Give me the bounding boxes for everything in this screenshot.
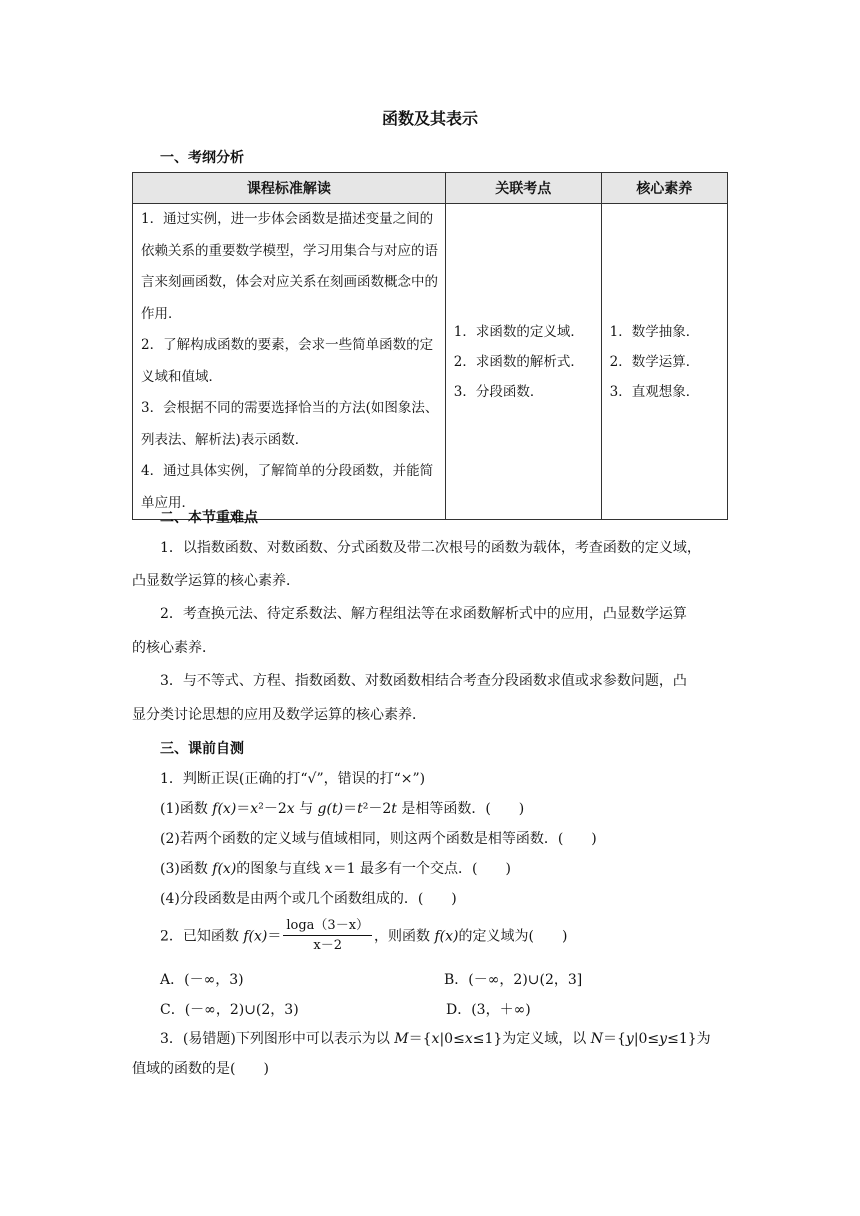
text: 3．(易错题)下列图形中可以表示为以: [160, 1031, 395, 1047]
section-heading-key-points: 二、本节重难点: [160, 510, 258, 526]
key-point-line: 显分类讨论思想的应用及数学运算的核心素养．: [132, 707, 426, 723]
list-item: 3．直观想象．: [609, 383, 700, 400]
math: f(x): [243, 928, 268, 945]
text: ≤1}为定义域，以: [472, 1031, 591, 1047]
question-1-item-3: [160, 858, 511, 878]
fraction: [283, 917, 372, 956]
text: ＝: [343, 801, 358, 817]
math: t: [391, 801, 397, 817]
list-item: 1．求函数的定义域．: [453, 323, 584, 340]
list-item: 3．分段函数．: [453, 383, 544, 400]
text: ≤1}为: [667, 1031, 711, 1047]
list-item: 1．通过实例，进一步体会函数是描述变量之间的依赖关系的重要数学模型，学习用集合与对应的语言来刻画函数，体会对应关系在刻画函数概念中的作用．: [141, 211, 438, 322]
math: x: [250, 801, 259, 817]
question-1-item-1: [160, 798, 524, 818]
text: |0≤: [439, 1031, 465, 1047]
text: 是相等函数．( ): [396, 801, 525, 817]
text: (1)函数: [160, 801, 213, 817]
fraction-denominator: x－2: [313, 938, 343, 953]
text: ＝{: [602, 1031, 626, 1047]
table-cell-literacy: [601, 204, 727, 520]
page-title: 函数及其表示: [381, 109, 478, 128]
table-cell-topics: [445, 204, 601, 520]
math: y: [659, 1031, 668, 1047]
question-3-stem: [160, 1028, 711, 1048]
table-header: 核心素养: [601, 173, 727, 204]
text: ＝: [267, 928, 282, 945]
list-item: 1．数学抽象．: [609, 323, 700, 340]
fraction-numerator: loga（3－x）: [283, 917, 372, 936]
table-row: [133, 204, 728, 520]
math: x: [431, 1031, 440, 1047]
key-point-line: 2．考查换元法、待定系数法、解方程组法等在求函数解析式中的应用，凸显数学运算: [160, 606, 687, 622]
math: y: [625, 1031, 634, 1047]
table-cell-standards: [133, 204, 446, 520]
section-heading-outline: 一、考纲分析: [160, 150, 244, 166]
text: ²－2: [258, 801, 287, 817]
list-item: 2．了解构成函数的要素，会求一些简单函数的定义域和值域．: [141, 337, 434, 385]
question-1-stem: 1．判断正误(正确的打“√”，错误的打“×”): [160, 771, 426, 787]
text: 的图象与直线: [236, 861, 325, 877]
text: ＝: [236, 801, 251, 817]
text: |0≤: [633, 1031, 660, 1047]
text: 与: [294, 801, 318, 817]
math: g(t): [317, 801, 344, 817]
list-item: 4．通过具体实例，了解简单的分段函数，并能简单应用．: [141, 463, 434, 511]
text: 的定义域为( ): [458, 928, 568, 945]
table-header: 课程标准解读: [133, 173, 446, 204]
key-point-line: 凸显数学运算的核心素养．: [132, 573, 300, 589]
key-point-line: 的核心素养．: [132, 640, 216, 656]
math: x: [324, 861, 333, 877]
math: x: [286, 801, 295, 817]
outline-table: [132, 172, 728, 520]
math: f(x): [212, 861, 237, 877]
text: ²－2: [362, 801, 392, 817]
text: (3)函数: [160, 861, 213, 877]
option-d: D．(3，＋∞): [446, 1002, 531, 1018]
question-1-item-2: (2)若两个函数的定义域与值域相同，则这两个函数是相等函数．( ): [160, 831, 597, 847]
math: x: [464, 1031, 473, 1047]
option-b: B．(－∞，2)∪(2，3]: [444, 972, 583, 988]
math: N: [590, 1031, 603, 1047]
question-1-item-4: (4)分段函数是由两个或几个函数组成的．( ): [160, 891, 457, 907]
text: ，则函数: [374, 928, 435, 945]
math: t: [357, 801, 363, 817]
list-item: 2．求函数的解析式．: [453, 353, 584, 370]
table-header: 关联考点: [445, 173, 601, 204]
option-a: A．(－∞，3): [160, 972, 244, 988]
list-item: 2．数学运算．: [609, 353, 700, 370]
table-header-row: [133, 173, 728, 204]
text: ＝{: [408, 1031, 432, 1047]
list-item: 3．会根据不同的需要选择恰当的方法(如图象法、列表法、解析法)表示函数．: [141, 400, 439, 448]
key-point-line: 1．以指数函数、对数函数、分式函数及带二次根号的函数为载体，考查函数的定义域，: [160, 540, 701, 556]
section-heading-self-test: 三、课前自测: [160, 741, 244, 757]
key-point-line: 3．与不等式、方程、指数函数、对数函数相结合考查分段函数求值或求参数问题，凸: [160, 673, 687, 689]
math: f(x): [434, 928, 459, 945]
math: M: [394, 1031, 409, 1047]
text: 2．已知函数: [160, 928, 244, 945]
text: ＝1 最多有一个交点．( ): [332, 861, 511, 877]
question-3-stem-cont: 值域的函数的是( ): [132, 1061, 269, 1077]
option-c: C．(－∞，2)∪(2，3): [160, 1002, 299, 1018]
math: f(x): [212, 801, 237, 817]
question-2-stem: [160, 917, 567, 956]
